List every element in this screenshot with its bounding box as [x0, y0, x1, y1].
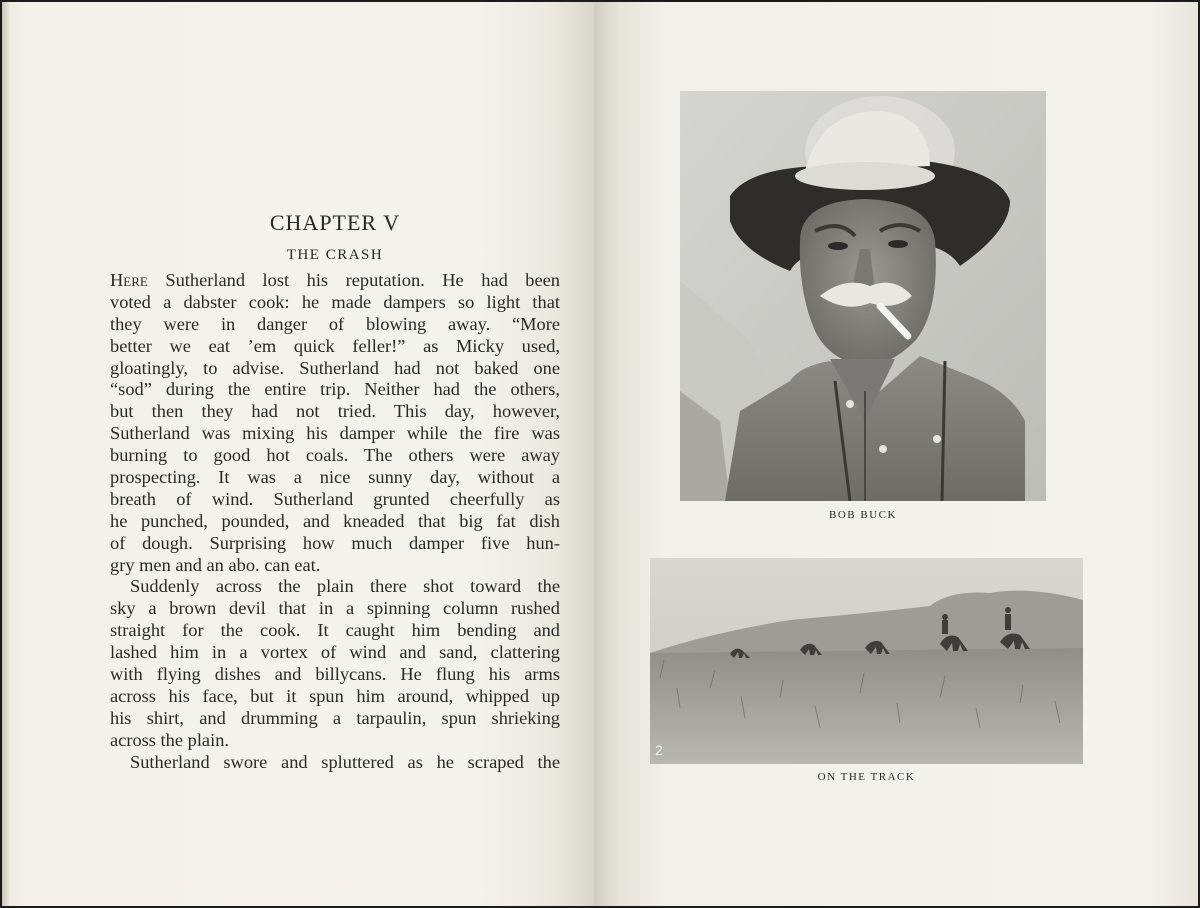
- portrait-photo: [680, 91, 1046, 501]
- small-caps-lead-word: Here: [110, 270, 148, 290]
- text-line: better we eat ’em quick feller!” as Micky used,: [110, 335, 560, 356]
- landscape-caption: ON THE TRACK: [817, 771, 916, 783]
- page-edge: [2, 2, 10, 906]
- text-line: his shirt, and drumming a tarpaulin, spun shrieking: [110, 707, 560, 728]
- chapter-title: CHAPTER V: [269, 210, 401, 235]
- text-line: gloatingly, to advise. Sutherland had not baked one: [110, 357, 560, 378]
- text-line: across the plain.: [110, 729, 229, 750]
- plate-number: 2: [655, 742, 663, 758]
- text-line: Sutherland swore and spluttered as he scraped the: [130, 751, 560, 772]
- text-line: across his face, but it spun him around, whipped up: [110, 685, 560, 706]
- text-line: sky a brown devil that in a spinning column rushed: [110, 598, 560, 619]
- text-line: but then they had not tried. This day, however,: [110, 401, 560, 422]
- right-page: [594, 2, 1198, 906]
- landscape-photo: [650, 558, 1083, 764]
- text-line: burning to good hot coals. The others were away: [110, 445, 560, 466]
- text-line: prospecting. It was a nice sunny day, without a: [110, 467, 560, 488]
- text-line: voted a dabster cook: he made dampers so light that: [110, 291, 560, 312]
- landscape-illustration: [650, 558, 1083, 764]
- left-page: [2, 2, 594, 906]
- text-line: Suddenly across the plain there shot toward the: [130, 576, 560, 597]
- text-line: straight for the cook. It caught him bending and: [110, 620, 560, 641]
- text-line: Here Sutherland lost his reputation. He had been: [110, 270, 560, 290]
- text-line: “sod” during the entire trip. Neither had the others,: [110, 379, 560, 400]
- text-line: lashed him in a vortex of wind and sand, clattering: [110, 642, 560, 663]
- text-line: he punched, pounded, and kneaded that big fat dish: [110, 510, 560, 531]
- chapter-subtitle: THE CRASH: [286, 247, 384, 263]
- text-line: they were in danger of blowing away. “More: [110, 313, 560, 334]
- text-line: with flying dishes and billycans. He flung his arms: [110, 664, 560, 685]
- chapter-body-text: [110, 270, 560, 773]
- portrait-caption: BOB BUCK: [829, 509, 897, 521]
- text-line: of dough. Surprising how much damper five hun-: [110, 532, 560, 553]
- text-line: Sutherland was mixing his damper while the fire was: [110, 423, 560, 444]
- text-line: breath of wind. Sutherland grunted cheerfully as: [110, 488, 560, 509]
- portrait-illustration: [680, 91, 1046, 501]
- book-spread: [2, 2, 1198, 906]
- text-line: gry men and an abo. can eat.: [110, 554, 321, 575]
